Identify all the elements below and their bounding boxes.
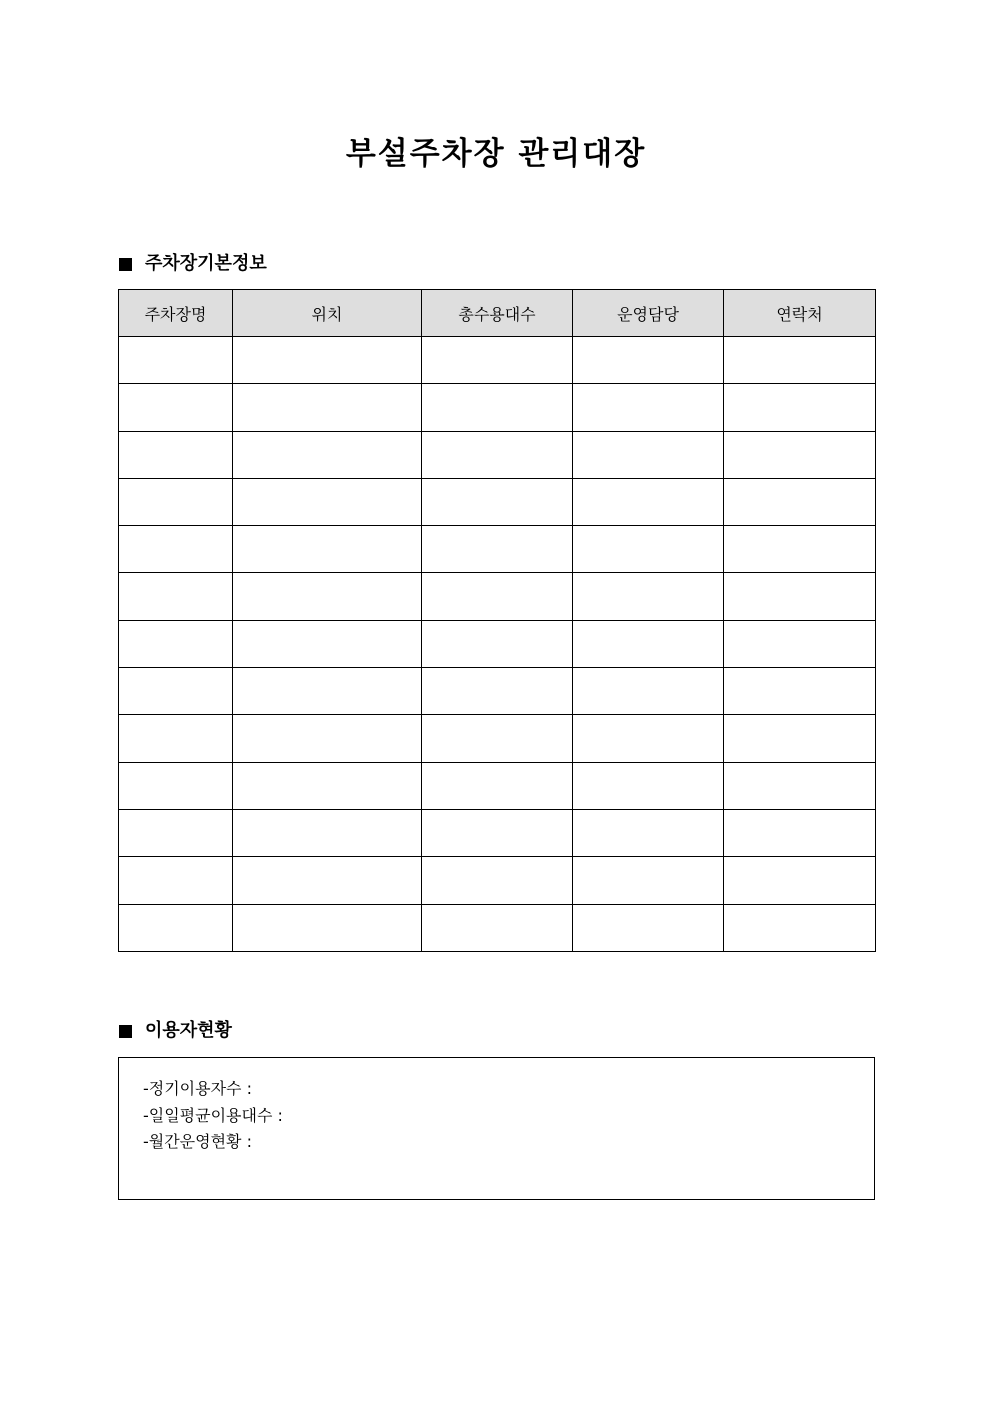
table-cell[interactable] bbox=[573, 431, 724, 478]
table-cell[interactable] bbox=[573, 573, 724, 620]
table-cell[interactable] bbox=[573, 762, 724, 809]
table-cell[interactable] bbox=[422, 857, 573, 904]
table-cell[interactable] bbox=[233, 715, 422, 762]
section-heading-label: 이용자현황 bbox=[145, 1020, 232, 1041]
document-title: 부설주차장 관리대장 bbox=[345, 136, 647, 172]
table-cell[interactable] bbox=[233, 620, 422, 667]
table-cell[interactable] bbox=[233, 809, 422, 856]
column-header-name: 주차장명 bbox=[119, 290, 233, 337]
table-row bbox=[119, 762, 876, 809]
usage-line-regular-users: -정기이용자수 : bbox=[143, 1079, 252, 1098]
table-row bbox=[119, 573, 876, 620]
table-cell[interactable] bbox=[422, 668, 573, 715]
table-cell[interactable] bbox=[573, 478, 724, 525]
table-cell[interactable] bbox=[422, 384, 573, 431]
table-row bbox=[119, 809, 876, 856]
table-cell[interactable] bbox=[724, 809, 876, 856]
column-header-location: 위치 bbox=[233, 290, 422, 337]
table-cell[interactable] bbox=[724, 478, 876, 525]
table-cell[interactable] bbox=[119, 809, 233, 856]
table-cell[interactable] bbox=[724, 384, 876, 431]
section-heading-label: 주차장기본정보 bbox=[145, 253, 267, 274]
table-cell[interactable] bbox=[422, 715, 573, 762]
table-cell[interactable] bbox=[573, 857, 724, 904]
table-cell[interactable] bbox=[119, 857, 233, 904]
table-cell[interactable] bbox=[422, 573, 573, 620]
table-cell[interactable] bbox=[119, 384, 233, 431]
table-cell[interactable] bbox=[119, 715, 233, 762]
column-header-contact: 연락처 bbox=[724, 290, 876, 337]
table-cell[interactable] bbox=[233, 526, 422, 573]
table-cell[interactable] bbox=[422, 762, 573, 809]
table-cell[interactable] bbox=[233, 478, 422, 525]
table-cell[interactable] bbox=[233, 573, 422, 620]
parking-info-table bbox=[118, 289, 876, 952]
table-cell[interactable] bbox=[573, 668, 724, 715]
table-row bbox=[119, 668, 876, 715]
table-cell[interactable] bbox=[422, 809, 573, 856]
table-cell[interactable] bbox=[422, 620, 573, 667]
table-cell[interactable] bbox=[573, 384, 724, 431]
usage-line-daily-average: -일일평균이용대수 : bbox=[143, 1105, 283, 1125]
table-row bbox=[119, 526, 876, 573]
table-row bbox=[119, 620, 876, 667]
usage-status-box bbox=[118, 1057, 875, 1200]
table-cell[interactable] bbox=[119, 526, 233, 573]
table-row bbox=[119, 431, 876, 478]
table-cell[interactable] bbox=[233, 384, 422, 431]
table-cell[interactable] bbox=[119, 431, 233, 478]
table-row bbox=[119, 904, 876, 951]
section-heading-usage bbox=[119, 1019, 232, 1043]
table-cell[interactable] bbox=[724, 904, 876, 951]
table-cell[interactable] bbox=[724, 715, 876, 762]
table-body bbox=[119, 337, 876, 952]
table-cell[interactable] bbox=[573, 526, 724, 573]
table-cell[interactable] bbox=[233, 337, 422, 384]
table-cell[interactable] bbox=[119, 620, 233, 667]
table-cell[interactable] bbox=[422, 431, 573, 478]
table-cell[interactable] bbox=[422, 526, 573, 573]
table-cell[interactable] bbox=[119, 904, 233, 951]
table-cell[interactable] bbox=[724, 620, 876, 667]
table-cell[interactable] bbox=[724, 573, 876, 620]
usage-line-monthly-status: -월간운영현황 : bbox=[143, 1132, 252, 1151]
section-heading-basic-info bbox=[119, 252, 267, 276]
table-cell[interactable] bbox=[422, 478, 573, 525]
table-row bbox=[119, 478, 876, 525]
table-cell[interactable] bbox=[573, 337, 724, 384]
table-cell[interactable] bbox=[724, 337, 876, 384]
column-header-capacity: 총수용대수 bbox=[422, 290, 573, 337]
table-cell[interactable] bbox=[724, 526, 876, 573]
column-header-manager: 운영담당 bbox=[573, 290, 724, 337]
table-row bbox=[119, 857, 876, 904]
table-header-row bbox=[119, 290, 876, 337]
table-cell[interactable] bbox=[724, 857, 876, 904]
table-cell[interactable] bbox=[233, 857, 422, 904]
table-cell[interactable] bbox=[724, 762, 876, 809]
table-cell[interactable] bbox=[233, 762, 422, 809]
table-cell[interactable] bbox=[422, 337, 573, 384]
table-cell[interactable] bbox=[233, 431, 422, 478]
table-cell[interactable] bbox=[422, 904, 573, 951]
table-cell[interactable] bbox=[573, 715, 724, 762]
table-row bbox=[119, 384, 876, 431]
table-cell[interactable] bbox=[119, 668, 233, 715]
table-row bbox=[119, 337, 876, 384]
table-cell[interactable] bbox=[573, 809, 724, 856]
square-bullet-icon bbox=[119, 258, 132, 271]
table-cell[interactable] bbox=[119, 573, 233, 620]
table-cell[interactable] bbox=[119, 762, 233, 809]
table-cell[interactable] bbox=[233, 668, 422, 715]
table-cell[interactable] bbox=[724, 431, 876, 478]
table-cell[interactable] bbox=[573, 904, 724, 951]
table-row bbox=[119, 715, 876, 762]
square-bullet-icon bbox=[119, 1025, 132, 1038]
table-cell[interactable] bbox=[119, 337, 233, 384]
table-cell[interactable] bbox=[573, 620, 724, 667]
table-cell[interactable] bbox=[724, 668, 876, 715]
table-cell[interactable] bbox=[119, 478, 233, 525]
table-cell[interactable] bbox=[233, 904, 422, 951]
